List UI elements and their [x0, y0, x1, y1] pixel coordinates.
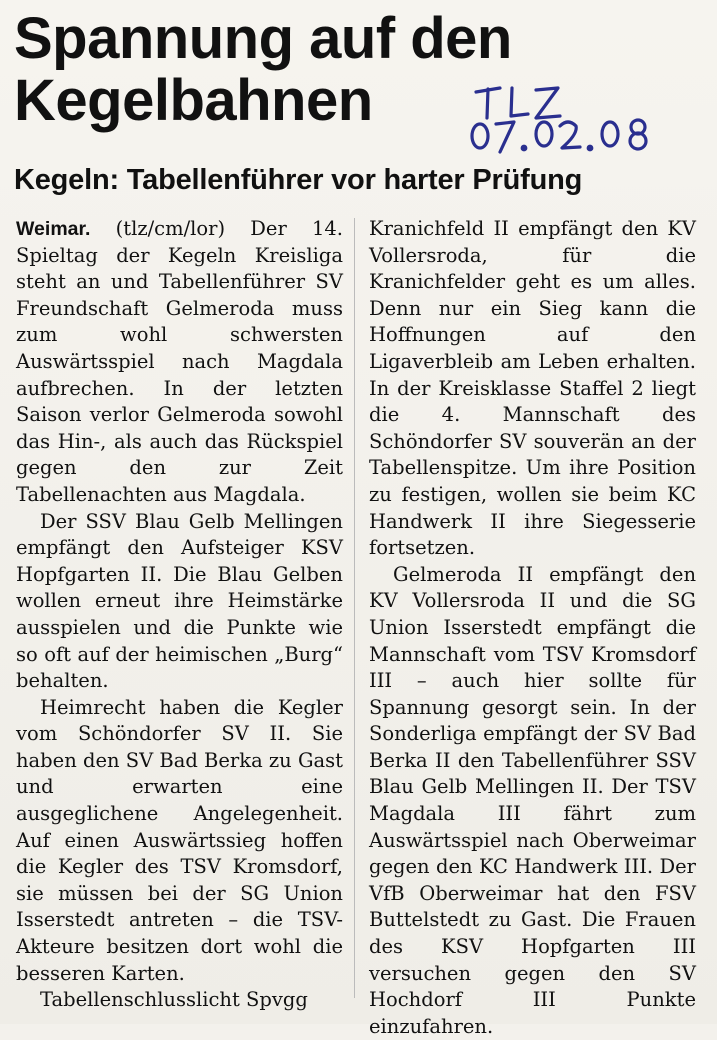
headline-line-2: Kegelbahnen	[14, 68, 373, 133]
handwritten-source-stamp	[466, 78, 666, 158]
paragraph: Gelmeroda II empfängt den KV Vollersroda II und die SG Union Isserstedt empfängt die Mannschaft vom TSV Kromsdorf III – auch hier sollte für Spannung gesorgt sein. In der Sonderliga empfängt der SV Bad Berka II den Tabellenführer SSV Blau Gelb Mellingen II. Der TSV Magdala III fährt zum Auswärtsspiel nach Oberweimar gegen den KC Handwerk III. Der VfB Oberweimar hat den FSV Buttelstedt zu Gast. Die Frauen des KSV Hopfgarten III versuchen gegen den SV Hochdorf III Punkte einzufahren.	[369, 562, 696, 1038]
paragraph: Der SSV Blau Gelb Mellingen empfängt den Aufsteiger KSV Hopfgarten II. Die Blau Gelben wollen erneut ihre Heimstärke ausspielen und die Punkte wie so oft auf der heimischen „Burg“ behalten.	[16, 509, 343, 693]
paragraph: Kranichfeld II empfängt den KV Vollersroda, für die Kranichfelder geht es um alles. Denn nur ein Sieg kann die Hoffnungen auf den Ligaverbleib am Leben erhalten. In der Kreisklasse Staffel 2 liegt die 4. Mannschaft des Schöndorfer SV souverän an der Tabellenspitze. Um ihre Position zu festigen, wollen sie beim KC Handwerk II ihre Siegesserie fortsetzen.	[369, 217, 696, 560]
dateline: Weimar.	[16, 218, 91, 240]
subheadline: Kegeln: Tabellenführer vor harter Prüfung	[14, 164, 583, 196]
paragraph	[16, 216, 343, 509]
column-divider	[354, 218, 355, 998]
article-column-right	[369, 216, 696, 1040]
paragraph-text: (tlz/cm/lor) Der 14. Spieltag der Kegeln Kreisliga steht an und Tabellenführer SV Freundschaft Gelmeroda muss zum wohl schwersten Auswärtsspiel nach Magdala aufbrechen. In der letzten Saison verlor Gelmeroda sowohl das Hin-, als auch das Rückspiel gegen den zur Zeit Tabellenachten aus Magdala.	[16, 217, 343, 506]
headline-line-1: Spannung auf den	[14, 6, 512, 71]
article-column-left	[16, 216, 343, 1014]
headline	[14, 6, 512, 133]
paragraph: Heimrecht haben die Kegler vom Schöndorfer SV II. Sie haben den SV Bad Berka zu Gast und erwarten eine ausgeglichene Angelegenheit. Auf einen Auswärtssieg hoffen die Kegler des TSV Kromsdorf, sie müssen bei der SG Union Isserstedt antreten – die TSV-Akteure besitzen dort wohl die besseren Karten.	[16, 695, 343, 985]
paragraph: Tabellenschlusslicht Spvgg	[40, 988, 308, 1012]
